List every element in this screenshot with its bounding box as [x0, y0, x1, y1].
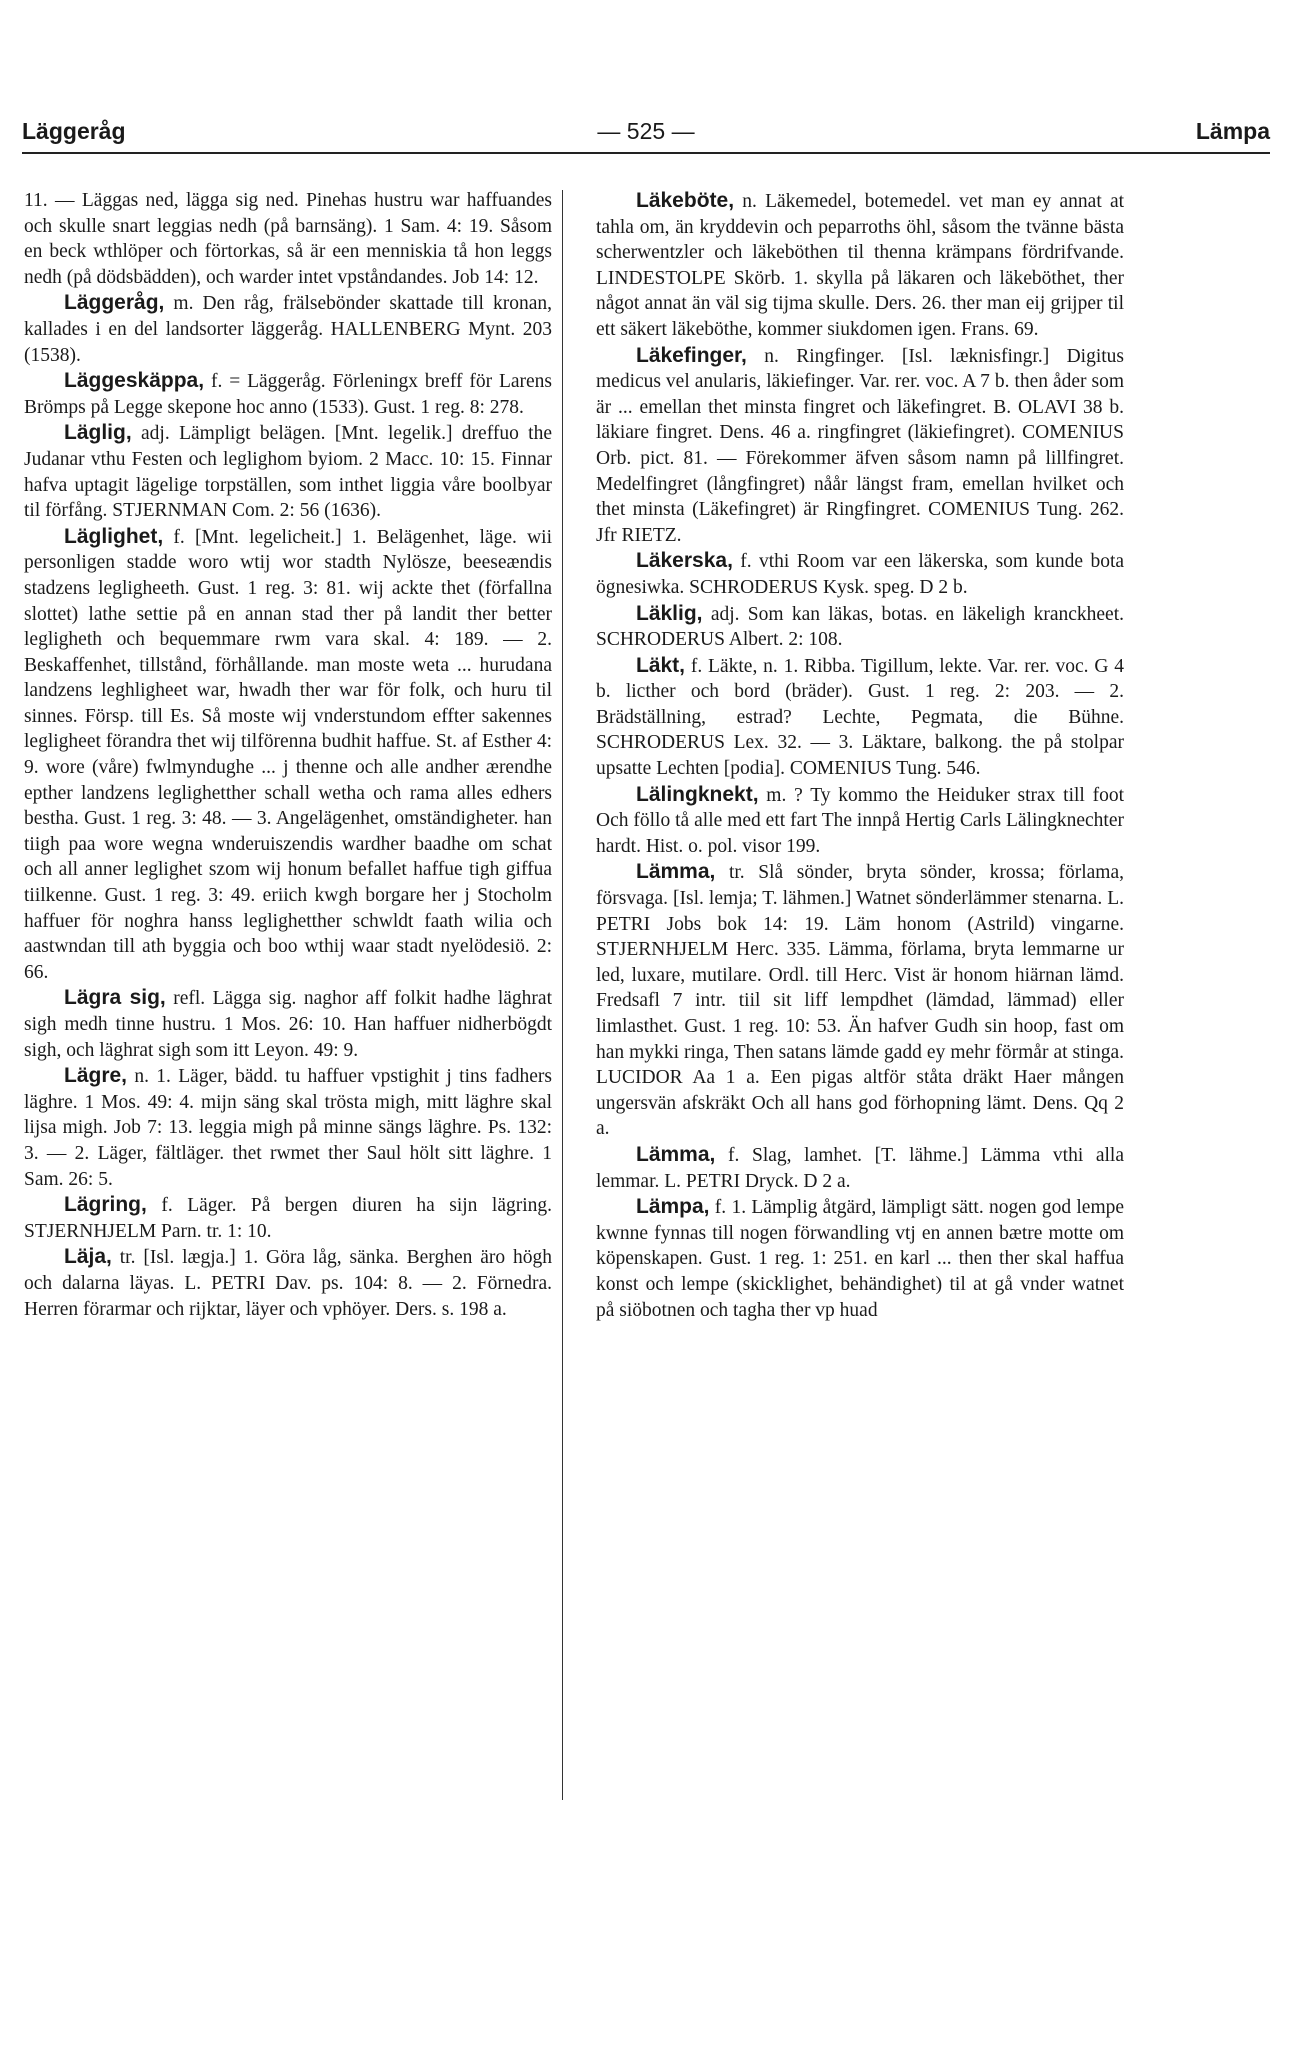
entry-pos: f. Läkte, n.	[690, 655, 778, 677]
entry-text: vthi Room var een läkerska, som kunde bota ögnesiwka. SCHRODERUS Kysk. speg. D 2 b.	[596, 551, 1125, 598]
entry-pos: f.	[727, 1144, 740, 1166]
entry-text: Den råg, frälsebönder skattade till kronan, kallades i en del landsorter läggeråg. HALLENBERG Mynt. 203 (1538).	[24, 293, 552, 366]
entry-pos: f.	[210, 371, 223, 393]
entry-text: Som kan läkas, botas. en läkeligh kranckheet. SCHRODERUS Albert. 2: 108.	[596, 603, 1124, 651]
entry-headword: Läglig,	[64, 421, 132, 445]
entry-headword: Lämpa,	[636, 1195, 710, 1219]
entry-headword: Läglighet,	[64, 524, 164, 548]
dictionary-entry	[24, 420, 552, 523]
column-divider	[562, 190, 563, 1800]
entry-pos: m.	[173, 293, 194, 315]
dictionary-entry	[596, 1142, 1124, 1194]
running-head-left: Läggeråg	[22, 118, 126, 144]
right-column	[596, 188, 1124, 1323]
entry-headword: Lägring,	[64, 1193, 147, 1217]
entry-pos: refl.	[173, 988, 206, 1010]
entry-headword: Lämma,	[636, 1142, 716, 1166]
entry-pos: f.	[161, 1195, 173, 1217]
entry-pos: f.	[714, 1197, 727, 1219]
entry-headword: Läkefinger,	[636, 343, 747, 367]
entry-text: Lämpligt belägen. [Mnt. legelik.] dreffuo the Judanar vthu Festen och leglighom byiom. 2 Macc. 10: 15. Finnar hafva uptagit lägelige torpställen, som inthet liggia våre boolbyar til förfång. STJERNMAN Com. 2: 56 (1636).	[24, 423, 553, 522]
entry-text: [Mnt. legelicheit.] 1. Belägenhet, läge. wii personligen stadde woro wtij wor stadth Nylösze, beeseændis stadzens legligheeth. Gust. 1 reg. 3: 81. wij ackte thet (förfallna slottet) lathe settie på en annan stad ther på landit ther better legligheth och bequemmare rwm vara skal. 4: 189. — 2. Beskaffenhet, tillstånd, förhållande. man moste weta ... hurudana landzens leghligheet war, hwadh ther war för folk, och huru til sinnes. Försp. till Es. Så moste wij vnderstundom effter sakennes legligheet förandra thet wij tilförenna budhit haffue. St. af Esther 4: 9. wore (våre) fwlmyndughe ... j thenne och alle andher ærendhe epther landzens leglighetther schall wetha och rama alles edhers bestha. Gust. 1 reg. 3: 48. — 3. Angelägenhet, omständigheter. han tiigh paa wore wegna wnderuiszendis wardher baadhe om schat och all anner leglighet szom wij honum befallet haffue tigh giffua tiilkenne. Gust. 1 reg. 3: 49. eriich kwgh borgare her j Stocholm haffuer för noghra hanss leglighetther schwldt faath wilia och aastwndan till ath byggia och boo wthij waar stadt nyelödesiö. 2: 66.	[24, 526, 553, 983]
entry-pos: tr.	[728, 862, 745, 884]
entry-pos: adj.	[710, 603, 740, 625]
entry-headword: Lämma,	[636, 860, 716, 884]
dictionary-entry	[24, 524, 552, 986]
header-rule	[22, 152, 1270, 154]
entry-text: Läger. På bergen diuren ha sijn lägring. STJERNHJELM Parn. tr. 1: 10.	[24, 1195, 553, 1242]
running-head-right: Lämpa	[1195, 118, 1270, 144]
entry-headword: Läkt,	[636, 653, 686, 677]
entry-pos: n.	[134, 1066, 149, 1088]
page-header	[22, 118, 1270, 152]
entry-headword: Läklig,	[636, 601, 703, 625]
entry-pos: tr.	[119, 1247, 136, 1269]
entry-text: = Läggeråg. Förleningx breff för Larens Brömps på Legge skepone hoc anno (1533). Gust. 1 reg. 8: 278.	[24, 371, 553, 418]
entry-headword: Lälingknekt,	[636, 782, 759, 806]
entry-pos: f.	[740, 551, 752, 573]
dictionary-entry	[24, 188, 552, 290]
entry-headword: Läggeråg,	[64, 291, 165, 315]
entry-text: 1. Ribba. Tigillum, lekte. Var. rer. voc. G 4 b. licther och bord (bräder). Gust. 1 reg. 2: 203. — 2. Brädställning, estrad? Lechte, Pegmata, die Bühne. SCHRODERUS Lex. 32. — 3. Läktare, balkong. the på stolpar upsatte Lechten [podia]. COMENIUS Tung. 546.	[596, 655, 1125, 780]
entry-text: 11. — Läggas ned, lägga sig ned. Pinehas hustru war haffuandes och skulle snart leggias nedh (på barnsäng). 1 Sam. 4: 19. Såsom en beck wthlöper och förtorkas, så är een menniskia tå hon leggs nedh (på dödsbädden), och warder intet vpståndandes. Job 14: 12.	[24, 190, 552, 288]
dictionary-entry	[24, 368, 552, 420]
entry-pos: m. ?	[766, 784, 803, 806]
dictionary-entry	[596, 188, 1124, 343]
dictionary-entry	[596, 1194, 1124, 1323]
dictionary-entry	[24, 1192, 552, 1244]
entry-text: Läkemedel, botemedel. vet man ey annat at tahla om, än kryddevin och peparroths öhl, såsom the tvänne bästa scherwentzler och läkeböthen til thenna krämpans fördrifvande. LINDESTOLPE Skörb. 1. skylla på läkaren och läkeböthet, ther något annat än väl sig tijma skulle. Ders. 26. ther man eij grijper til ett säkert läkeböthe, kommer siukdomen igen. Frans. 69.	[596, 191, 1125, 340]
dictionary-entry	[596, 601, 1124, 653]
entry-text: Lägga sig. naghor aff folkit hadhe läghrat sigh medh tinne hustru. 1 Mos. 26: 10. Han haffuer nidherbögdt sigh, och läghrat sigh som itt Leyon. 49: 9.	[24, 988, 553, 1061]
entry-pos: f.	[173, 526, 185, 548]
dictionary-entry	[24, 1244, 552, 1322]
entry-text: [Isl. lægja.] 1. Göra låg, sänka. Berghen äro högh och dalarna läyas. L. PETRI Dav. ps. 104: 8. — 2. Förnedra. Herren förarmar och rijktar, läyer och vphöyer. Ders. s. 198 a.	[24, 1247, 552, 1320]
dictionary-entry	[24, 985, 552, 1063]
entry-headword: Läkeböte,	[636, 189, 735, 212]
entry-pos: n.	[742, 191, 757, 212]
entry-pos: n.	[764, 345, 779, 367]
entry-text: Slå sönder, bryta sönder, krossa; förlama, försvaga. [Isl. lemja; T. lähmen.] Watnet sönderlämmer stenarna. L. PETRI Jobs bok 14: 19. Läm honom (Astrild) vingarne. STJERNHJELM Herc. 335. Lämma, förlama, bryta lemmarne ur led, luxare, mutilare. Ordl. till Herc. Vist är honom hiärnan lämd. Fredsafl 7 intr. tiil sit liff lempdhet (lämdad, lämmad) eller limlasthet. Gust. 1 reg. 10: 53. Än hafver Gudh sin hoop, fast om han mykki ringa, Then satans lämde gadd ey mehr förmår at stinga. LUCIDOR Aa 1 a. Een pigas altför ståta dräkt Haer mången ungersvän afskräkt Och all hans god förhopning lämt. Dens. Qq 2 a.	[596, 862, 1125, 1140]
dictionary-entry	[596, 653, 1124, 782]
dictionary-entry	[596, 343, 1124, 549]
dictionary-entry	[596, 859, 1124, 1142]
entry-text: Ty kommo the Heiduker strax till foot Och föllo tå alle med ett fart The innpå Hertig Carls Lälingknechter hardt. Hist. o. pol. visor 199.	[596, 784, 1125, 857]
entry-headword: Lägre,	[64, 1064, 128, 1088]
entry-text: 1. Lämplig åtgärd, lämpligt sätt. nogen god lempe kwnne fynnas till nogen förwandling vtj en annen bætre motte om köpenskapen. Gust. 1 reg. 1: 251. en karl ... then ther skal haffua konst och lempe (skicklighet, behändighet) til at gå vnder watnet på siöbotnen och tagha ther vp huad	[596, 1197, 1125, 1321]
page-number: — 525 —	[597, 118, 695, 144]
dictionary-entry	[24, 1063, 552, 1192]
entry-text: 1. Läger, bädd. tu haffuer vpstighit j tins fadhers läghre. 1 Mos. 49: 4. mijn säng skal trösta migh, mitt läghre skal lijsa migh. Job 7: 13. leggia migh på minne sängs läghre. Ps. 132: 3. — 2. Läger, fältläger. thet rwmet ther Saul hölt sitt läghre. 1 Sam. 26: 5.	[24, 1066, 553, 1190]
left-column	[24, 188, 552, 1322]
entry-headword: Lägra sig,	[64, 986, 166, 1010]
dictionary-entry	[596, 782, 1124, 860]
entry-headword: Läja,	[64, 1245, 112, 1269]
entry-headword: Läkerska,	[636, 549, 733, 573]
dictionary-entry	[24, 290, 552, 368]
entry-text: Slag, lamhet. [T. lähme.] Lämma vthi alla lemmar. L. PETRI Dryck. D 2 a.	[596, 1144, 1124, 1192]
entry-pos: adj.	[141, 423, 170, 445]
dictionary-entry	[596, 548, 1124, 600]
entry-text: Ringfinger. [Isl. læknisfingr.] Digitus medicus vel anularis, läkiefinger. Var. rer. voc. A 7 b. then åder som är ... emellan thet minsta fingret och läkefingret. B. OLAVI 38 b. läkiare fingret. Dens. 46 a. ringfingret (läkiefingret). COMENIUS Orb. pict. 81. — Förekommer äfven såsom namn på lillfingret. Medelfingret (långfingret) nåår längst fram, emellan hvilket och thet minsta (Läkefingret) är Ringfingret. COMENIUS Tung. 262. Jfr RIETZ.	[596, 345, 1124, 546]
entry-headword: Läggeskäppa,	[64, 369, 205, 393]
